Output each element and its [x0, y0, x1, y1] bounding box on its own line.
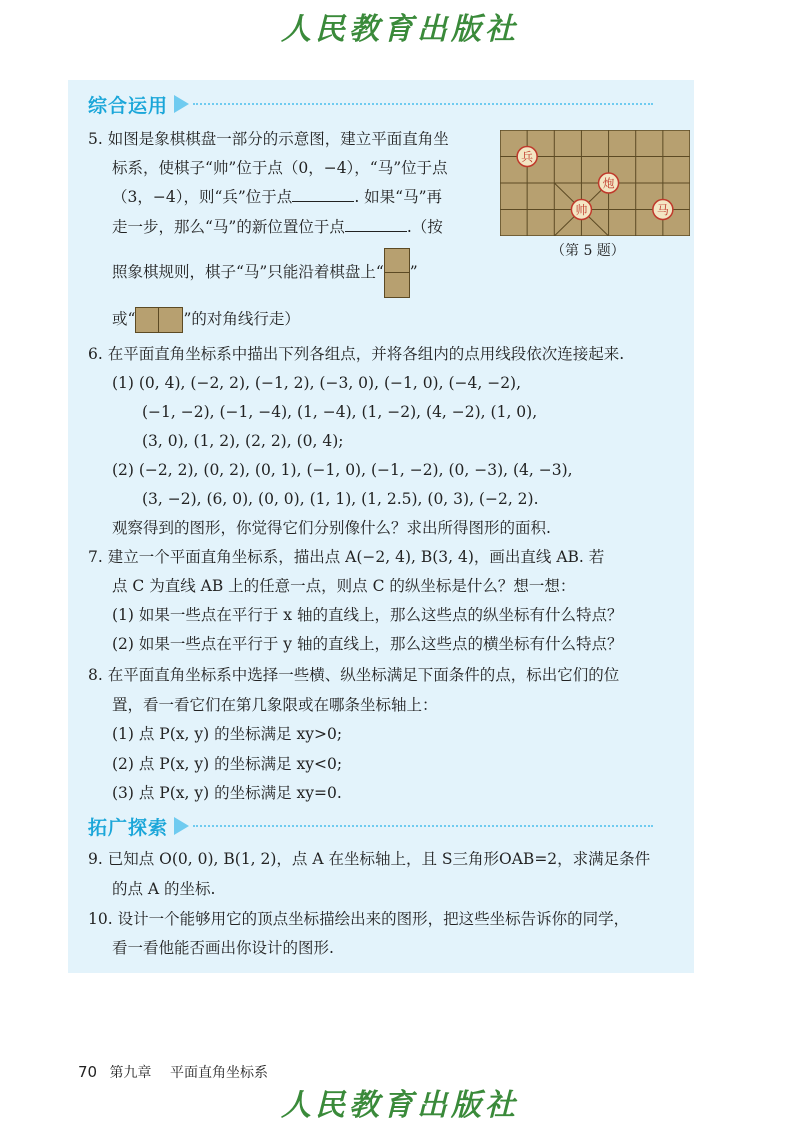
q5-line-1: 5. 如图是象棋棋盘一部分的示意图，建立平面直角坐 — [88, 130, 449, 148]
section-heading-explore — [88, 811, 653, 841]
answer-blank — [292, 187, 354, 202]
q9-line-1: 9. 已知点 O(0, 0), B(1, 2)，点 A 在坐标轴上，且 S三角形OAB=2，求满足条件 — [88, 850, 651, 868]
q8-line-4: (2) 点 P(x, y) 的坐标满足 xy<0; — [112, 755, 343, 773]
q7-line-2: 点 C 为直线 AB 上的任意一点，则点 C 的纵坐标是什么？想一想： — [112, 577, 576, 595]
q9-line-2: 的点 A 的坐标. — [112, 880, 216, 898]
publisher-header: 人民教育出版社 — [281, 12, 519, 47]
horizontal-rectangle-icon — [135, 307, 183, 333]
q7-line-3: (1) 如果一些点在平行于 x 轴的直线上，那么这些点的纵坐标有什么特点？ — [112, 606, 623, 624]
section-title: 拓广探索 — [88, 816, 169, 839]
q5-line-3a: （3，−4），则“兵”位于点 — [112, 188, 293, 206]
q6-line-7: 观察得到的图形，你觉得它们分别像什么？求出所得图形的面积. — [112, 519, 551, 537]
page-number: 70 — [78, 1063, 98, 1081]
q10-line-2: 看一看他能否画出你设计的图形. — [112, 939, 334, 957]
chess-board-figure — [500, 130, 690, 236]
q5-line-3b: . 如果“马”再 — [354, 188, 443, 206]
chess-piece — [653, 200, 673, 220]
q5-line-4b: .（按 — [406, 218, 443, 236]
page-footer — [78, 1062, 268, 1082]
q7-line-1: 7. 建立一个平面直角坐标系，描出点 A(−2, 4), B(3, 4)，画出直线 AB. 若 — [88, 548, 605, 566]
q5-line-6a: 或“ — [112, 310, 136, 328]
q5-line-5b: ” — [409, 263, 418, 281]
chess-piece-label: 兵 — [521, 150, 534, 164]
q5-line-6 — [112, 304, 300, 334]
chapter-label: 第九章 — [109, 1065, 152, 1081]
q5-line-4 — [112, 216, 443, 238]
q6-line-5: (2) (−2, 2), (0, 2), (0, 1), (−1, 0), (−1, −2), (0, −3), (4, −3), — [112, 461, 573, 479]
q6-line-4: (3, 0), (1, 2), (2, 2), (0, 4); — [142, 432, 344, 450]
publisher-footer: 人民教育出版社 — [281, 1088, 519, 1123]
chess-piece — [517, 147, 537, 167]
q5-line-6b: ”的对角线行走） — [183, 310, 300, 328]
q5-line-4a: 走一步，那么“马”的新位置位于点 — [112, 218, 345, 236]
q8-line-3: (1) 点 P(x, y) 的坐标满足 xy>0; — [112, 725, 343, 743]
chess-piece — [571, 200, 591, 220]
q6-line-6: (3, −2), (6, 0), (0, 0), (1, 1), (1, 2.5), (0, 3), (−2, 2). — [142, 490, 539, 508]
chess-piece-label: 炮 — [602, 176, 615, 191]
q6-line-3: (−1, −2), (−1, −4), (1, −4), (1, −2), (4, −2), (1, 0), — [142, 403, 538, 421]
q8-line-2: 置，看一看它们在第几象限或在哪条坐标轴上： — [112, 696, 438, 714]
q5-line-3 — [112, 186, 442, 208]
figure-caption: （第 5 题） — [551, 243, 625, 259]
chapter-title: 平面直角坐标系 — [170, 1065, 268, 1081]
dotted-divider — [193, 103, 653, 105]
arrow-right-icon — [174, 95, 189, 113]
q5-line-5 — [112, 246, 418, 298]
q5-line-2: 标系，使棋子“帅”位于点（0，−4），“马”位于点 — [112, 159, 448, 177]
q6-line-1: 6. 在平面直角坐标系中描出下列各组点，并将各组内的点用线段依次连接起来. — [88, 345, 625, 363]
arrow-right-icon — [174, 817, 189, 835]
q8-line-5: (3) 点 P(x, y) 的坐标满足 xy=0. — [112, 784, 342, 802]
chess-piece-label: 马 — [656, 203, 669, 217]
q7-line-4: (2) 如果一些点在平行于 y 轴的直线上，那么这些点的横坐标有什么特点？ — [112, 635, 623, 653]
answer-blank — [345, 217, 407, 232]
chess-piece-label: 帅 — [575, 203, 588, 217]
vertical-rectangle-icon — [384, 248, 410, 298]
q6-line-2: (1) (0, 4), (−2, 2), (−1, 2), (−3, 0), (−1, 0), (−4, −2), — [112, 374, 522, 392]
q8-line-1: 8. 在平面直角坐标系中选择一些横、纵坐标满足下面条件的点，标出它们的位 — [88, 666, 620, 684]
q5-line-5a: 照象棋规则，棋子“马”只能沿着棋盘上“ — [112, 263, 384, 281]
section-heading-comprehensive — [88, 89, 653, 119]
chess-piece — [599, 173, 619, 193]
q10-line-1: 10. 设计一个能够用它的顶点坐标描绘出来的图形，把这些坐标告诉你的同学， — [88, 910, 630, 928]
section-title: 综合运用 — [88, 94, 169, 117]
dotted-divider — [193, 825, 653, 827]
